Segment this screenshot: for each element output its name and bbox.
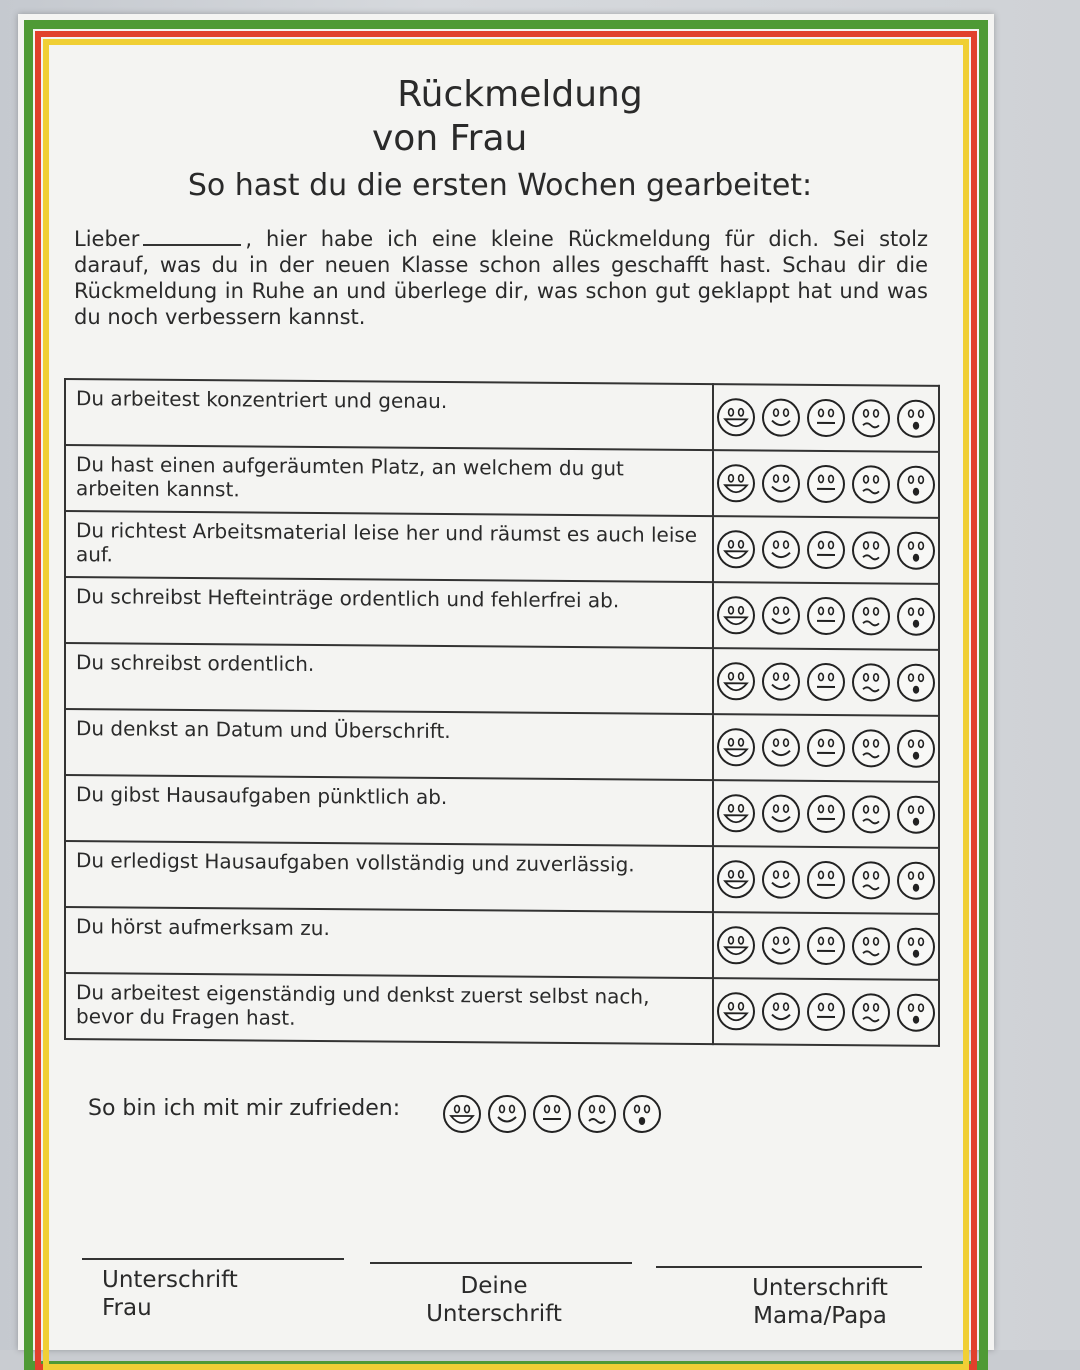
neutral-face-icon[interactable] [806, 860, 846, 900]
neutral-face-icon[interactable] [806, 926, 846, 966]
criterion-text: Du richtest Arbeitsmaterial leise her und räumst es auch leise auf. [65, 511, 713, 582]
parents-signature-label-line2: Mama/Papa [730, 1302, 910, 1330]
very-unhappy-face-icon[interactable] [896, 861, 936, 901]
criterion-text: Du erledigst Hausaufgaben vollständig und zuverlässig. [65, 841, 713, 912]
unhappy-face-icon[interactable] [851, 662, 891, 702]
rating-faces [713, 780, 939, 848]
very-happy-face-icon[interactable] [716, 661, 756, 701]
teacher-signature-line [82, 1258, 344, 1260]
unhappy-face-icon[interactable] [851, 794, 891, 834]
criterion-text: Du hast einen aufgeräumten Platz, an welchem du gut arbeiten kannst. [65, 445, 713, 516]
criterion-row [65, 643, 939, 716]
parents-signature-label-line1: Unterschrift [730, 1274, 910, 1302]
teacher-signature-label-line1: Unterschrift [102, 1266, 238, 1294]
rating-faces [713, 846, 939, 914]
unhappy-face-icon[interactable] [851, 596, 891, 636]
neutral-face-icon[interactable] [806, 992, 846, 1032]
very-unhappy-face-icon[interactable] [896, 795, 936, 835]
parents-signature-line [656, 1266, 922, 1268]
very-happy-face-icon[interactable] [716, 925, 756, 965]
very-happy-face-icon[interactable] [716, 727, 756, 767]
criterion-row [65, 709, 939, 782]
very-happy-face-icon[interactable] [716, 991, 756, 1031]
happy-face-icon[interactable] [761, 793, 801, 833]
unhappy-face-icon[interactable] [851, 398, 891, 438]
very-happy-face-icon[interactable] [716, 793, 756, 833]
very-unhappy-face-icon[interactable] [896, 927, 936, 967]
very-happy-face-icon[interactable] [716, 463, 756, 503]
neutral-face-icon[interactable] [806, 464, 846, 504]
very-happy-face-icon[interactable] [716, 595, 756, 635]
neutral-face-icon[interactable] [806, 794, 846, 834]
very-unhappy-face-icon[interactable] [896, 465, 936, 505]
unhappy-face-icon[interactable] [851, 860, 891, 900]
greeting: Lieber [74, 227, 139, 251]
very-unhappy-face-icon[interactable] [896, 399, 936, 439]
very-happy-face-icon[interactable] [716, 859, 756, 899]
happy-face-icon[interactable] [761, 397, 801, 437]
neutral-face-icon[interactable] [806, 398, 846, 438]
feedback-table [64, 378, 940, 1047]
neutral-face-icon[interactable] [806, 662, 846, 702]
criterion-row [65, 445, 939, 518]
name-blank-line [143, 230, 241, 246]
rating-faces [713, 450, 939, 518]
criterion-text: Du denkst an Datum und Überschrift. [65, 709, 713, 780]
very-unhappy-face-icon[interactable] [896, 531, 936, 571]
student-signature-line [370, 1262, 632, 1264]
happy-face-icon[interactable] [761, 463, 801, 503]
parents-signature-label [730, 1274, 910, 1330]
very-unhappy-face-icon[interactable] [896, 663, 936, 703]
unhappy-face-icon[interactable] [851, 464, 891, 504]
criterion-row [65, 973, 939, 1046]
very-unhappy-face-icon[interactable] [622, 1094, 662, 1134]
happy-face-icon[interactable] [761, 529, 801, 569]
happy-face-icon[interactable] [761, 595, 801, 635]
very-unhappy-face-icon[interactable] [896, 597, 936, 637]
criterion-row [65, 907, 939, 980]
page-subtitle: von Frau [372, 118, 527, 159]
happy-face-icon[interactable] [761, 661, 801, 701]
student-signature-label-line2: Unterschrift [404, 1300, 584, 1328]
unhappy-face-icon[interactable] [851, 926, 891, 966]
neutral-face-icon[interactable] [532, 1094, 572, 1134]
very-unhappy-face-icon[interactable] [896, 729, 936, 769]
rating-faces [713, 384, 939, 452]
criterion-row [65, 577, 939, 650]
unhappy-face-icon[interactable] [851, 530, 891, 570]
page-title: Rückmeldung [0, 74, 1040, 115]
very-unhappy-face-icon[interactable] [896, 993, 936, 1033]
criterion-text: Du arbeitest eigenständig und denkst zuerst selbst nach, bevor du Fragen hast. [65, 973, 713, 1044]
rating-faces [713, 582, 939, 650]
very-happy-face-icon[interactable] [716, 529, 756, 569]
criterion-text: Du gibst Hausaufgaben pünktlich ab. [65, 775, 713, 846]
criterion-row [65, 841, 939, 914]
rating-faces [713, 714, 939, 782]
criterion-text: Du schreibst ordentlich. [65, 643, 713, 714]
self-assessment-faces [442, 1094, 662, 1134]
happy-face-icon[interactable] [761, 727, 801, 767]
self-assessment-label: So bin ich mit mir zufrieden: [88, 1096, 400, 1121]
rating-faces [713, 912, 939, 980]
section-heading: So hast du die ersten Wochen gearbeitet: [0, 168, 1000, 203]
teacher-signature-label [102, 1266, 238, 1322]
criterion-text: Du schreibst Hefteinträge ordentlich und fehlerfrei ab. [65, 577, 713, 648]
happy-face-icon[interactable] [761, 991, 801, 1031]
unhappy-face-icon[interactable] [577, 1094, 617, 1134]
rating-faces [713, 648, 939, 716]
rating-faces [713, 516, 939, 584]
unhappy-face-icon[interactable] [851, 728, 891, 768]
intro-paragraph [74, 226, 928, 330]
intro-text: , hier habe ich eine kleine Rückmeldung für dich. Sei stolz darauf, was du in der neuen Klasse schon alles geschafft hast. Schau dir die Rückmeldung in Ruhe an und überlege dir, was schon gut geklappt hat und was du noch verbessern kannst. [74, 227, 928, 329]
criterion-text: Du arbeitest konzentriert und genau. [65, 379, 713, 450]
unhappy-face-icon[interactable] [851, 992, 891, 1032]
student-signature-label-line1: Deine [404, 1272, 584, 1300]
happy-face-icon[interactable] [761, 859, 801, 899]
very-happy-face-icon[interactable] [716, 397, 756, 437]
criterion-row [65, 511, 939, 584]
neutral-face-icon[interactable] [806, 530, 846, 570]
criterion-row [65, 775, 939, 848]
criterion-text: Du hörst aufmerksam zu. [65, 907, 713, 978]
neutral-face-icon[interactable] [806, 596, 846, 636]
criterion-row [65, 379, 939, 452]
student-signature-label [404, 1272, 584, 1328]
very-happy-face-icon[interactable] [442, 1094, 482, 1134]
neutral-face-icon[interactable] [806, 728, 846, 768]
rating-faces [713, 978, 939, 1046]
happy-face-icon[interactable] [761, 925, 801, 965]
happy-face-icon[interactable] [487, 1094, 527, 1134]
teacher-signature-label-line2: Frau [102, 1294, 238, 1322]
